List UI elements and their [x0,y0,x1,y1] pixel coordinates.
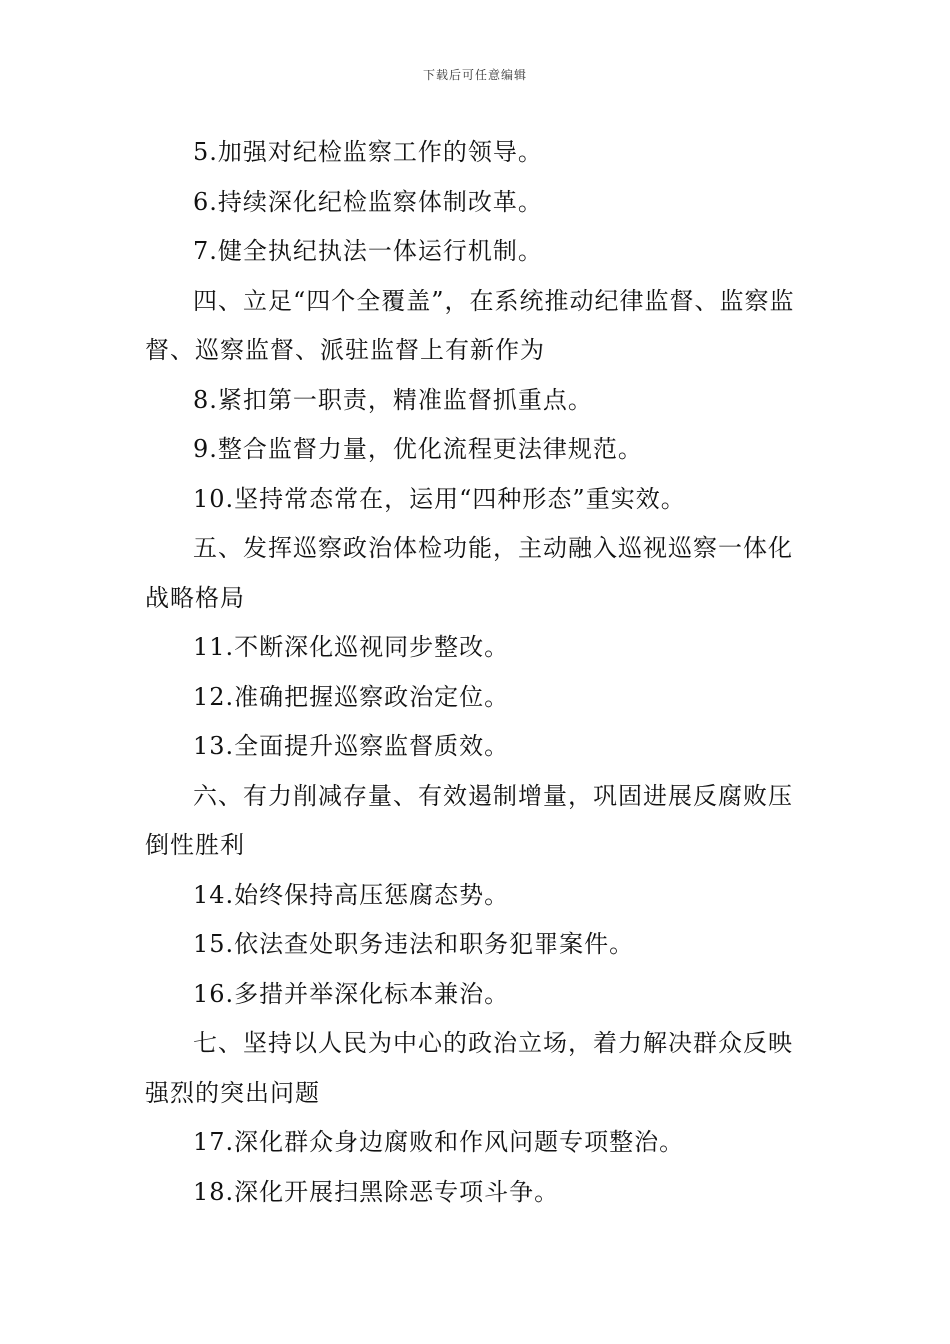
item-8: 8.紧扣第一职责，精准监督抓重点。 [193,385,593,414]
item-7: 7.健全执纪执法一体运行机制。 [193,237,543,265]
section-heading-4: 四、立足“四个全覆盖”，在系统推动纪律监督、监察监督、巡察监督、派驻监督上有新作为 [145,286,795,364]
item-10: 10.坚持常态常在，运用“四种形态”重实效。 [193,484,686,513]
item-11: 11.不断深化巡视同步整改。 [193,633,510,661]
item-17: 17.深化群众身边腐败和作风问题专项整治。 [193,1128,685,1156]
item-13: 13.全面提升巡察监督质效。 [193,732,510,760]
section-heading-7: 七、坚持以人民为中心的政治立场，着力解决群众反映强烈的突出问题 [145,1029,793,1107]
section-heading-6: 六、有力削减存量、有效遏制增量，巩固进展反腐败压倒性胜利 [145,781,793,859]
item-16: 16.多措并举深化标本兼治。 [193,979,510,1008]
header-note: 下载后可任意编辑 [422,68,527,82]
document-body [145,128,810,1217]
item-6: 6.持续深化纪检监察体制改革。 [193,187,543,216]
item-12: 12.准确把握巡察政治定位。 [193,682,510,711]
item-9: 9.整合监督力量，优化流程更法律规范。 [193,435,643,463]
item-15: 15.依法查处职务违法和职务犯罪案件。 [193,930,635,958]
section-heading-5: 五、发挥巡察政治体检功能，主动融入巡视巡察一体化战略格局 [145,534,793,612]
item-18: 18.深化开展扫黑除恶专项斗争。 [193,1177,560,1206]
item-5: 5.加强对纪检监察工作的领导。 [193,138,543,166]
item-14: 14.始终保持高压惩腐态势。 [193,880,510,909]
